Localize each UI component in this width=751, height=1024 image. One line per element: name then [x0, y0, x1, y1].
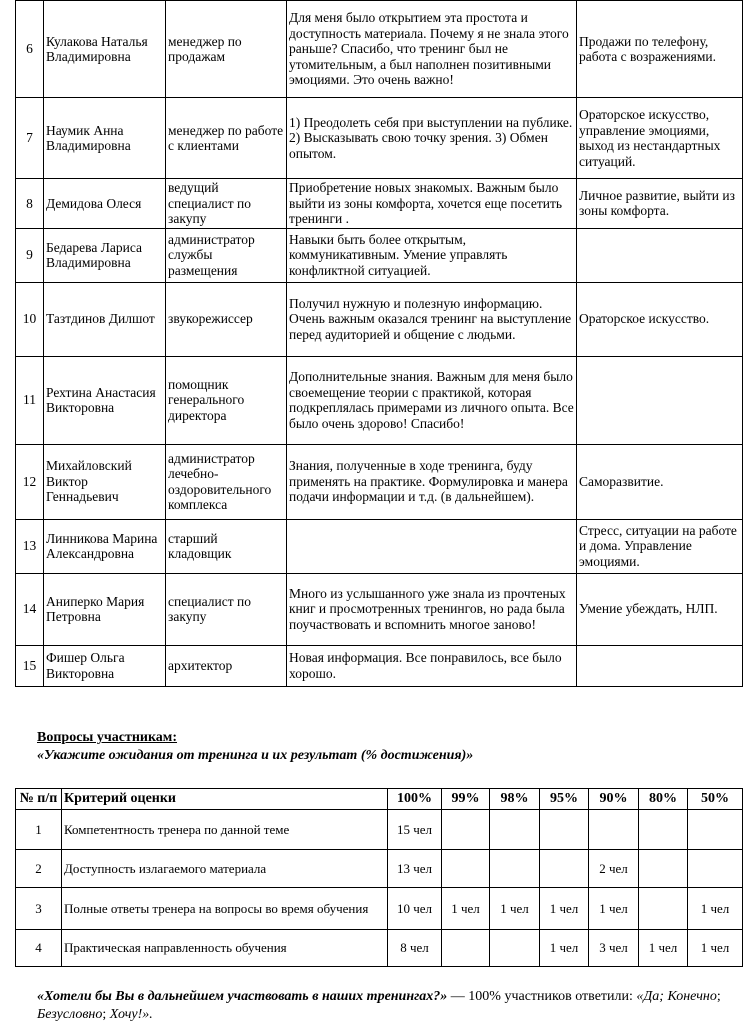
ratings-value: 1 чел: [442, 888, 490, 930]
participant-feedback: Дополнительные знания. Важным для меня было своемещение теории с практикой, которая подкреплялась примерами из личного опыта. Все было очень здорово! Спасибо!: [287, 356, 577, 444]
participant-row: [16, 1, 743, 98]
participant-position: специалист по закупу: [166, 573, 287, 645]
footer-question: «Хотели бы Вы в дальнейшем участвовать в наших тренингах?»: [37, 989, 448, 1004]
participant-feedback: Для меня было открытием эта простота и доступность материала. Почему я не знала этого раньше? Спасибо, что тренинг был не утомительным, а был наполнен позитивными эмоциями. Это очень важно!: [287, 1, 577, 98]
ratings-number: 2: [16, 850, 62, 888]
participants-table: [15, 0, 743, 687]
footer-note: [37, 988, 737, 1024]
ratings-row: [16, 810, 743, 850]
ratings-value: 1 чел: [540, 930, 589, 967]
ratings-header-cell: 100%: [388, 789, 442, 810]
ratings-value: 1 чел: [490, 888, 540, 930]
participant-name: Фишер Ольга Викторовна: [44, 645, 166, 686]
ratings-header-cell: 98%: [490, 789, 540, 810]
participant-name: Демидова Олеся: [44, 179, 166, 229]
participant-number: 13: [16, 519, 44, 573]
participant-name: Наумик Анна Владимировна: [44, 98, 166, 179]
participant-wishes: Умение убеждать, НЛП.: [577, 573, 743, 645]
ratings-header-cell: № п/п: [16, 789, 62, 810]
ratings-value: [442, 810, 490, 850]
participant-number: 12: [16, 444, 44, 519]
participant-number: 15: [16, 645, 44, 686]
ratings-header-row: [16, 789, 743, 810]
participant-feedback: Много из услышанного уже знала из прочтеных книг и просмотренных тренингов, но рада была поучаствовать и вспомнить многое заново!: [287, 573, 577, 645]
ratings-number: 4: [16, 930, 62, 967]
ratings-criterion: Полные ответы тренера на вопросы во время обучения: [62, 888, 388, 930]
ratings-value: [540, 850, 589, 888]
participant-name: Кулакова Наталья Владимировна: [44, 1, 166, 98]
participant-feedback: Навыки быть более открытым, коммуникативным. Умение управлять конфликтной ситуацией.: [287, 228, 577, 282]
ratings-value: [490, 930, 540, 967]
ratings-value: 1 чел: [688, 930, 743, 967]
participant-row: [16, 282, 743, 356]
ratings-value: 1 чел: [688, 888, 743, 930]
participant-wishes: Личное развитие, выйти из зоны комфорта.: [577, 179, 743, 229]
participant-name: Аниперко Мария Петровна: [44, 573, 166, 645]
participant-row: [16, 179, 743, 229]
footer-answer-1: «Да; Конечно: [636, 989, 717, 1004]
participant-row: [16, 519, 743, 573]
participant-number: 6: [16, 1, 44, 98]
ratings-value: [490, 810, 540, 850]
ratings-value: [688, 850, 743, 888]
participant-name: Бедарева Лариса Владимировна: [44, 228, 166, 282]
participant-position: менеджер по продажам: [166, 1, 287, 98]
ratings-header-cell: 95%: [540, 789, 589, 810]
ratings-criterion: Доступность излагаемого материала: [62, 850, 388, 888]
ratings-table: [15, 788, 743, 967]
ratings-header-cell: 99%: [442, 789, 490, 810]
questions-subtitle: «Укажите ожидания от тренинга и их результат (% достижения)»: [37, 748, 474, 763]
participant-name: Тазтдинов Дилшот: [44, 282, 166, 356]
participant-row: [16, 98, 743, 179]
ratings-value: [442, 930, 490, 967]
ratings-value: [540, 810, 589, 850]
participant-name: Михайловский Виктор Геннадьевич: [44, 444, 166, 519]
ratings-number: 3: [16, 888, 62, 930]
ratings-value: [639, 850, 688, 888]
ratings-value: 8 чел: [388, 930, 442, 967]
participant-position: менеджер по работе с клиентами: [166, 98, 287, 179]
ratings-criterion: Практическая направленность обучения: [62, 930, 388, 967]
participant-wishes: Ораторское искусство.: [577, 282, 743, 356]
participant-position: администратор лечебно-оздоровительного комплекса: [166, 444, 287, 519]
ratings-header-cell: 80%: [639, 789, 688, 810]
participant-number: 7: [16, 98, 44, 179]
ratings-value: 2 чел: [589, 850, 639, 888]
participant-position: администратор службы размещения: [166, 228, 287, 282]
participant-position: архитектор: [166, 645, 287, 686]
ratings-header-cell: 90%: [589, 789, 639, 810]
ratings-value: [442, 850, 490, 888]
footer-answer-2: Безусловно: [37, 1007, 103, 1022]
participant-number: 14: [16, 573, 44, 645]
footer-sep-2: ;: [102, 1007, 110, 1022]
participant-number: 11: [16, 356, 44, 444]
participant-wishes: Продажи по телефону, работа с возражениями.: [577, 1, 743, 98]
ratings-value: 10 чел: [388, 888, 442, 930]
participant-wishes: Саморазвитие.: [577, 444, 743, 519]
participant-feedback: Знания, полученные в ходе тренинга, буду применять на практике. Формулировка и манера подачи информации и т.д. (в дальнейшем).: [287, 444, 577, 519]
participant-name: Линникова Марина Александровна: [44, 519, 166, 573]
participant-feedback: 1) Преодолеть себя при выступлении на публике. 2) Высказывать свою точку зрения. 3) Обмен опытом.: [287, 98, 577, 179]
ratings-value: 3 чел: [589, 930, 639, 967]
ratings-value: 1 чел: [540, 888, 589, 930]
ratings-value: [639, 888, 688, 930]
ratings-value: 1 чел: [639, 930, 688, 967]
footer-sep-1: ;: [716, 989, 721, 1004]
participant-wishes: Стресс, ситуации на работе и дома. Управление эмоциями.: [577, 519, 743, 573]
participant-row: [16, 228, 743, 282]
participant-row: [16, 356, 743, 444]
participant-row: [16, 444, 743, 519]
participant-position: помощник генерального директора: [166, 356, 287, 444]
ratings-header-cell: 50%: [688, 789, 743, 810]
participant-wishes: Ораторское искусство, управление эмоциями, выход из нестандартных ситуаций.: [577, 98, 743, 179]
questions-title: Вопросы участникам:: [37, 730, 178, 745]
footer-middle: — 100% участников ответили:: [447, 989, 637, 1004]
participant-feedback: Приобретение новых знакомых. Важным было выйти из зоны комфорта, хочется еще посетить тренинги .: [287, 179, 577, 229]
participant-wishes: [577, 645, 743, 686]
ratings-value: 13 чел: [388, 850, 442, 888]
participant-feedback: Получил нужную и полезную информацию. Очень важным оказался тренинг на выступление перед аудиторией и общение с людьми.: [287, 282, 577, 356]
ratings-row: [16, 930, 743, 967]
ratings-header-cell: Критерий оценки: [62, 789, 388, 810]
participant-row: [16, 645, 743, 686]
ratings-value: [688, 810, 743, 850]
participant-number: 8: [16, 179, 44, 229]
ratings-number: 1: [16, 810, 62, 850]
participant-position: ведущий специалист по закупу: [166, 179, 287, 229]
participant-position: старший кладовщик: [166, 519, 287, 573]
participant-number: 10: [16, 282, 44, 356]
participant-row: [16, 573, 743, 645]
ratings-row: [16, 850, 743, 888]
ratings-value: [639, 810, 688, 850]
footer-answer-3: Хочу!».: [109, 1007, 153, 1022]
ratings-value: 1 чел: [589, 888, 639, 930]
ratings-value: [490, 850, 540, 888]
participant-wishes: [577, 228, 743, 282]
participant-feedback: Новая информация. Все понравилось, все было хорошо.: [287, 645, 577, 686]
ratings-row: [16, 888, 743, 930]
ratings-criterion: Компетентность тренера по данной теме: [62, 810, 388, 850]
ratings-value: 15 чел: [388, 810, 442, 850]
participant-position: звукорежиссер: [166, 282, 287, 356]
participant-feedback: [287, 519, 577, 573]
participant-number: 9: [16, 228, 44, 282]
participant-wishes: [577, 356, 743, 444]
participant-name: Рехтина Анастасия Викторовна: [44, 356, 166, 444]
ratings-value: [589, 810, 639, 850]
